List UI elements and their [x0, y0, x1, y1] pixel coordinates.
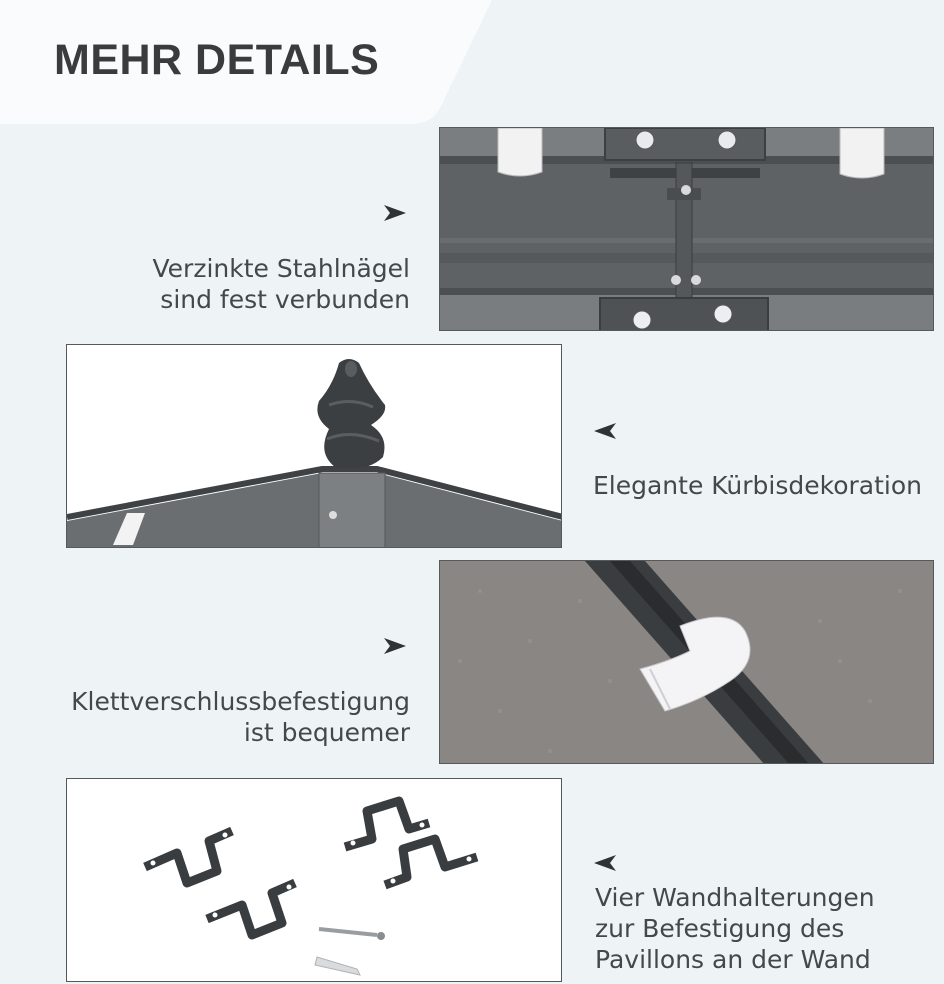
- page-title: MEHR DETAILS: [54, 36, 380, 84]
- caption-steel-nails: [60, 253, 410, 315]
- caption-line: zur Befestigung des: [595, 914, 845, 943]
- arrow-left-icon: [594, 855, 616, 871]
- arrow-right-icon: [384, 638, 406, 654]
- caption-line: Verzinkte Stahlnägel: [152, 254, 410, 283]
- caption-velcro: [20, 686, 410, 748]
- caption-line: Elegante Kürbisdekoration: [593, 471, 923, 500]
- caption-line: sind fest verbunden: [160, 285, 410, 314]
- photo-roof-joint-bracket: [439, 127, 934, 331]
- photo-pumpkin-finial: [66, 344, 562, 548]
- caption-line: Vier Wandhalterungen: [595, 883, 875, 912]
- arrow-right-icon: [384, 205, 406, 221]
- caption-line: ist bequemer: [243, 718, 410, 747]
- photo-velcro-strap: [439, 560, 934, 764]
- caption-line: Klettverschlussbefestigung: [71, 687, 410, 716]
- arrow-left-icon: [594, 423, 616, 439]
- caption-wall-brackets: [595, 882, 935, 975]
- caption-pumpkin-decoration: [593, 470, 933, 501]
- caption-line: Pavillons an der Wand: [595, 945, 871, 974]
- photo-wall-brackets: [66, 778, 562, 982]
